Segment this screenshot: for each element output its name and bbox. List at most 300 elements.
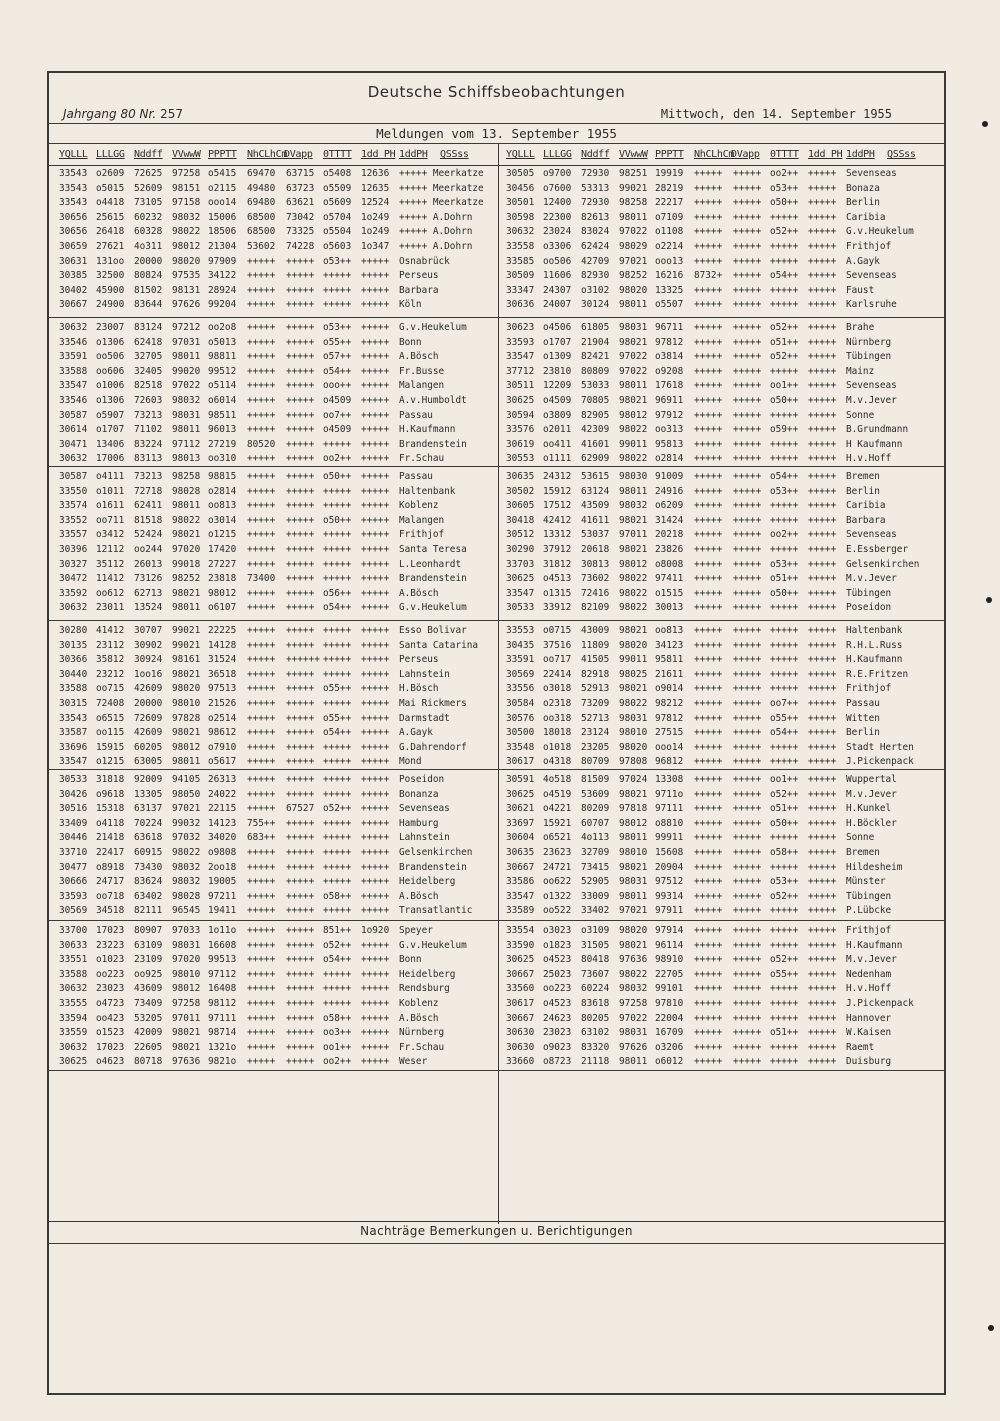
table-cell: 30013 (655, 602, 684, 614)
table-cell: +++++ (247, 255, 276, 267)
table-cell: o55++ (770, 712, 799, 724)
table-cell: 96812 (655, 756, 684, 768)
table-cell: 98011 (172, 351, 201, 363)
table-cell: 22225 (208, 625, 237, 636)
table-cell: 24900 (96, 299, 125, 311)
table-cell: +++++ (323, 832, 352, 844)
table-cell: 33588 (59, 683, 88, 695)
table-cell: 2oo18 (208, 861, 237, 873)
table-cell: 33547 (506, 587, 535, 599)
table-cell: +++++ (361, 602, 390, 614)
table-cell: +++++ (361, 380, 390, 392)
ship-name-cell: H.Bösch (399, 683, 439, 695)
table-cell: 98022 (619, 698, 648, 709)
table-cell: 98011 (619, 832, 648, 844)
ship-name-cell: Sevenseas (846, 380, 897, 392)
table-cell: +++++ (247, 544, 276, 555)
table-cell: 98012 (172, 741, 201, 753)
table-cell: 98012 (619, 817, 648, 829)
ship-name-cell: Rendsburg (399, 983, 450, 995)
table-cell: +++++ (694, 788, 723, 800)
table-cell: +++++ (361, 712, 390, 724)
table-cell: o1215 (208, 529, 237, 541)
table-cell: 33560 (506, 983, 535, 995)
table-cell: 30385 (59, 270, 88, 282)
table-cell: +++++ (733, 211, 762, 223)
table-cell: o8810 (655, 817, 684, 829)
table-cell: 30635 (506, 471, 535, 482)
table-cell: 30533 (59, 774, 88, 785)
table-cell: 80209 (581, 803, 610, 815)
table-cell: +++++ (808, 514, 837, 526)
table-cell: +++++ (733, 683, 762, 695)
table-cell: +++++ (247, 654, 276, 666)
table-cell: 62713 (134, 587, 163, 599)
table-cell: 26013 (134, 558, 163, 570)
block-divider (49, 620, 944, 621)
table-cell: +++++ (694, 299, 723, 311)
table-cell: o9208 (655, 365, 684, 377)
table-cell: 33660 (506, 1056, 535, 1068)
table-cell: 30402 (59, 284, 88, 296)
table-cell: o7910 (208, 741, 237, 753)
table-cell: +++++ (694, 756, 723, 768)
table-cell: +++++ (733, 299, 762, 311)
ship-name-cell: Mainz (846, 365, 875, 377)
table-cell: +++++ (770, 1056, 799, 1068)
table-cell: +++++ (361, 558, 390, 570)
table-cell: 30632 (506, 226, 535, 238)
table-cell: +++++ (286, 727, 315, 739)
ship-name-cell: H.Kunkel (846, 803, 892, 815)
column-divider (498, 143, 499, 1224)
table-cell: 98029 (619, 241, 648, 252)
table-cell: 98010 (172, 698, 201, 709)
table-cell: 19005 (208, 876, 237, 888)
table-cell: 98012 (619, 558, 648, 570)
table-cell: +++++ (247, 905, 276, 917)
table-cell: o51++ (770, 1027, 799, 1039)
table-cell: +++++ (694, 197, 723, 209)
table-cell: +++++ (323, 573, 352, 585)
ship-name-cell: Karlsruhe (846, 299, 897, 311)
table-cell: 20000 (134, 698, 163, 709)
ship-name-cell: Malangen (399, 380, 445, 392)
column-header: Nddff (581, 149, 610, 160)
table-cell: 30587 (59, 409, 88, 421)
table-cell: 97021 (619, 905, 648, 917)
ship-name-cell: G.v.Heukelum (399, 322, 467, 333)
ship-name-cell: Gelsenkirchen (399, 847, 473, 858)
table-cell: +++++ (286, 625, 315, 636)
table-cell: 43509 (581, 500, 610, 512)
table-cell: o1823 (543, 939, 572, 951)
table-cell: 53609 (581, 788, 610, 800)
table-cell: oo223 (543, 983, 572, 995)
table-cell: 13406 (96, 438, 125, 450)
table-cell: 97808 (619, 756, 648, 768)
table-cell: o53++ (770, 558, 799, 570)
table-cell: 30707 (134, 625, 163, 636)
table-cell: +++++ (247, 939, 276, 951)
table-cell: 73415 (581, 861, 610, 873)
ship-name-cell: Bonn (399, 336, 422, 348)
table-cell: +++++ (286, 639, 315, 651)
table-cell: 17420 (208, 544, 237, 555)
table-cell: o5617 (208, 756, 237, 768)
table-cell: 30636 (506, 299, 535, 311)
table-cell: +++++ (361, 336, 390, 348)
ship-name-cell: Berlin (846, 727, 880, 739)
table-cell: 30290 (506, 544, 535, 555)
table-cell: +++++ (361, 395, 390, 406)
table-cell: 83124 (134, 322, 163, 333)
table-cell: o2609 (96, 168, 125, 179)
table-cell: 98032 (172, 876, 201, 888)
ship-name-cell: Bremen (846, 847, 880, 858)
table-cell: +++++ (361, 485, 390, 497)
table-cell: +++++ (770, 284, 799, 296)
table-cell: +++++ (733, 438, 762, 450)
table-cell: 851++ (323, 925, 352, 936)
table-cell: 72718 (134, 485, 163, 497)
table-cell: +++++ (361, 832, 390, 844)
table-cell: +++++ (286, 395, 315, 406)
table-cell: +++++ (808, 817, 837, 829)
table-cell: 4o311 (134, 241, 163, 252)
column-header: 1ddPH (846, 149, 875, 160)
table-cell: 33555 (59, 998, 88, 1009)
table-cell: 42609 (134, 727, 163, 739)
table-cell: ooo13 (655, 255, 684, 267)
table-cell: 30509 (506, 270, 535, 282)
table-cell: 42309 (581, 424, 610, 436)
table-cell: 30625 (506, 395, 535, 406)
table-cell: +++++ (733, 774, 762, 785)
table-cell: 33543 (59, 182, 88, 194)
table-cell: 72408 (96, 698, 125, 709)
ship-name-cell: Nürnberg (399, 1027, 445, 1039)
table-cell: +++++ (361, 998, 390, 1009)
table-cell: 30426 (59, 788, 88, 800)
table-cell: +++++ (694, 424, 723, 436)
table-cell: +++++ (247, 514, 276, 526)
table-cell: 30569 (59, 905, 88, 917)
table-cell: 98251 (619, 168, 648, 179)
table-cell: 25615 (96, 211, 125, 223)
punch-mark (982, 121, 988, 127)
table-cell: +++++ (361, 270, 390, 282)
table-cell: +++++ (361, 1027, 390, 1039)
table-cell: +++++ (808, 424, 837, 436)
table-cell: 98021 (619, 939, 648, 951)
table-cell: o4523 (543, 954, 572, 966)
table-cell: ooo++ (323, 380, 352, 392)
table-cell: 96013 (208, 424, 237, 436)
table-cell: 97022 (619, 1012, 648, 1024)
table-cell: 30667 (506, 1012, 535, 1024)
table-cell: 23212 (96, 668, 125, 680)
ship-name-cell: Perseus (399, 270, 439, 282)
table-cell: +++++ (808, 712, 837, 724)
column-header: Nddff (134, 149, 163, 160)
table-cell: 33593 (506, 336, 535, 348)
table-cell: 23023 (543, 1027, 572, 1039)
table-cell: +++++ (694, 925, 723, 936)
table-cell: 98021 (619, 788, 648, 800)
table-cell: 21611 (655, 668, 684, 680)
table-cell: oo423 (96, 1012, 125, 1024)
table-cell: 99513 (208, 954, 237, 966)
ship-name-cell: G.v.Heukelum (846, 226, 914, 238)
table-cell: 73209 (581, 698, 610, 709)
table-cell: 23109 (134, 954, 163, 966)
table-cell: +++++ (733, 817, 762, 829)
table-cell: 97024 (619, 774, 648, 785)
table-cell: oo717 (543, 654, 572, 666)
table-cell: 99021 (619, 182, 648, 194)
table-cell: +++++ (286, 558, 315, 570)
jahrgang-label: Jahrgang 80 Nr. (63, 107, 157, 121)
table-cell: 94105 (172, 774, 201, 785)
table-cell: +++++ (694, 438, 723, 450)
table-cell: o1306 (96, 395, 125, 406)
table-cell: 97512 (655, 876, 684, 888)
table-cell: +++++ (808, 182, 837, 194)
ship-name-cell: J.Pickenpack (846, 756, 914, 768)
table-cell: +++++ (733, 876, 762, 888)
table-cell: +++++ (733, 573, 762, 585)
table-cell: +++++ (323, 668, 352, 680)
table-cell: 98011 (619, 380, 648, 392)
table-cell: o1707 (543, 336, 572, 348)
table-cell: o4111 (96, 471, 125, 482)
table-cell: 96545 (172, 905, 201, 917)
punch-mark (986, 597, 992, 603)
table-cell: +++++ (694, 587, 723, 599)
table-cell: 97636 (172, 1056, 201, 1068)
table-cell: 98031 (619, 322, 648, 333)
table-cell: 33543 (59, 168, 88, 179)
ship-name-cell: Barbara (846, 514, 886, 526)
table-cell: +++++ (361, 299, 390, 311)
table-cell: 53205 (134, 1012, 163, 1024)
table-cell: +++++ (323, 847, 352, 858)
table-cell: 73213 (134, 409, 163, 421)
table-cell: oo2++ (323, 453, 352, 465)
table-cell: 98112 (208, 998, 237, 1009)
ship-name-cell: Sonne (846, 409, 875, 421)
table-cell: 53313 (581, 182, 610, 194)
table-cell: +++++ (770, 500, 799, 512)
table-cell: o5013 (208, 336, 237, 348)
table-cell: 33700 (59, 925, 88, 936)
table-cell: 30472 (59, 573, 88, 585)
table-cell: o4623 (96, 1056, 125, 1068)
table-cell: 27621 (96, 241, 125, 252)
table-cell: o54++ (770, 471, 799, 482)
table-cell: 73213 (134, 471, 163, 482)
table-cell: +++++ (323, 284, 352, 296)
ship-name-cell: A.v.Humboldt (399, 395, 467, 406)
table-cell: o53++ (323, 255, 352, 267)
table-cell: 131oo (96, 255, 125, 267)
table-cell: 98021 (619, 395, 648, 406)
table-cell: 15608 (655, 847, 684, 858)
table-cell: 98022 (619, 424, 648, 436)
table-cell: 99011 (619, 438, 648, 450)
table-cell: 98028 (172, 485, 201, 497)
table-cell: 98010 (619, 727, 648, 739)
table-cell: +++++ (323, 905, 352, 917)
table-cell: o4509 (543, 395, 572, 406)
table-cell: o6107 (208, 602, 237, 614)
table-cell: +++++ (733, 741, 762, 753)
table-cell: 9711o (655, 788, 684, 800)
table-cell: +++++ (694, 226, 723, 238)
table-cell: 33590 (506, 939, 535, 951)
table-cell: +++++ (694, 544, 723, 555)
table-cell: +++++ (733, 380, 762, 392)
table-cell: 1oo16 (134, 668, 163, 680)
table-cell: 97258 (172, 168, 201, 179)
table-cell: o5509 (323, 182, 352, 194)
table-cell: 30630 (506, 1027, 535, 1039)
table-cell: 33009 (581, 890, 610, 902)
table-cell: 33588 (59, 365, 88, 377)
table-cell: +++++ (808, 727, 837, 739)
table-cell: o55++ (323, 336, 352, 348)
table-cell: +++++ (694, 336, 723, 348)
table-cell: 20218 (655, 529, 684, 541)
issue-label (63, 107, 183, 121)
table-cell: oo506 (96, 351, 125, 363)
table-cell: +++++ (286, 299, 315, 311)
table-cell: +++++ (286, 954, 315, 966)
table-cell: 98021 (619, 625, 648, 636)
divider (49, 165, 944, 166)
table-cell: o1315 (543, 587, 572, 599)
table-cell: +++++ (323, 544, 352, 555)
table-cell: +++++ (694, 890, 723, 902)
table-cell: 30902 (134, 639, 163, 651)
table-cell: o5609 (323, 197, 352, 209)
table-cell: +++++ (694, 1056, 723, 1068)
table-cell: +++++ (286, 788, 315, 800)
table-cell: 16608 (208, 939, 237, 951)
table-cell: 25023 (543, 968, 572, 980)
table-cell: 73325 (286, 226, 315, 238)
table-cell: o5504 (323, 226, 352, 238)
table-cell: 42412 (543, 514, 572, 526)
table-cell: 82109 (581, 602, 610, 614)
table-cell: +++++ (770, 544, 799, 555)
table-cell: +++++ (247, 803, 276, 815)
table-cell: 98021 (619, 683, 648, 695)
table-cell: 98020 (172, 683, 201, 695)
table-cell: +++++ (247, 698, 276, 709)
table-cell: +++++ (247, 668, 276, 680)
table-cell: 80907 (134, 925, 163, 936)
table-cell: o5603 (323, 241, 352, 252)
column-header: VVwwW (172, 149, 201, 160)
ship-name-cell: G.Dahrendorf (399, 741, 467, 753)
table-cell: 98031 (172, 939, 201, 951)
table-cell: 97810 (655, 998, 684, 1009)
table-cell: +++++ (286, 876, 315, 888)
page-title: Deutsche Schiffsbeobachtungen (367, 83, 626, 101)
table-cell: +++++ (323, 299, 352, 311)
table-cell: +++++ (694, 284, 723, 296)
ship-name-cell: Santa Catarina (399, 639, 479, 651)
table-cell: 9821o (208, 1056, 237, 1068)
table-cell: +++++ (733, 727, 762, 739)
table-cell: +++++ (694, 654, 723, 666)
table-cell: 72930 (581, 168, 610, 179)
table-cell: +++++ (286, 485, 315, 497)
table-cell: +++++ (770, 861, 799, 873)
table-cell: +++++ (808, 683, 837, 695)
bulletin-frame (47, 71, 946, 1395)
table-cell: +++++ (286, 587, 315, 599)
table-cell: +++++ (694, 500, 723, 512)
table-cell: 82905 (581, 409, 610, 421)
table-cell: oo622 (543, 876, 572, 888)
ship-name-cell: E.Essberger (846, 544, 909, 555)
table-cell: 98011 (172, 500, 201, 512)
table-cell: 98022 (172, 226, 201, 238)
table-cell: +++++ (286, 351, 315, 363)
table-cell: 12209 (543, 380, 572, 392)
table-cell: +++++ (733, 639, 762, 651)
table-cell: 17512 (543, 500, 572, 512)
table-cell: +++++ (286, 529, 315, 541)
table-cell: +++++ (808, 654, 837, 666)
table-cell: +++++ (808, 925, 837, 936)
table-cell: 30124 (581, 299, 610, 311)
table-cell: 30327 (59, 558, 88, 570)
table-cell: +++++ (286, 336, 315, 348)
table-cell: +++++ (808, 602, 837, 614)
table-cell: o54++ (770, 727, 799, 739)
table-cell: 24721 (543, 861, 572, 873)
ship-name-cell: Koblenz (399, 500, 439, 512)
table-cell: 97158 (172, 197, 201, 209)
table-cell: +++++ (323, 625, 352, 636)
table-cell: 99911 (655, 832, 684, 844)
table-cell: 83224 (134, 438, 163, 450)
ship-name-cell: Malangen (399, 514, 445, 526)
table-cell: +++++ (694, 241, 723, 252)
table-cell: oo1++ (770, 380, 799, 392)
table-cell: +++++ (694, 832, 723, 844)
table-cell: +++++ (286, 424, 315, 436)
table-cell: 73602 (581, 573, 610, 585)
table-cell: 30396 (59, 544, 88, 555)
table-cell: 83624 (134, 876, 163, 888)
table-cell: +++++ (733, 168, 762, 179)
table-cell: 30656 (59, 226, 88, 238)
table-cell: +++++ (694, 639, 723, 651)
table-cell: +++++ (808, 485, 837, 497)
table-cell: +++++ (733, 500, 762, 512)
table-cell: 33576 (506, 424, 535, 436)
column-header: 1dd PH (808, 149, 843, 160)
table-cell: +++++ (323, 500, 352, 512)
table-cell: +++++ (808, 639, 837, 651)
table-cell: +++++ (286, 1027, 315, 1039)
table-cell: oo2++ (770, 529, 799, 541)
